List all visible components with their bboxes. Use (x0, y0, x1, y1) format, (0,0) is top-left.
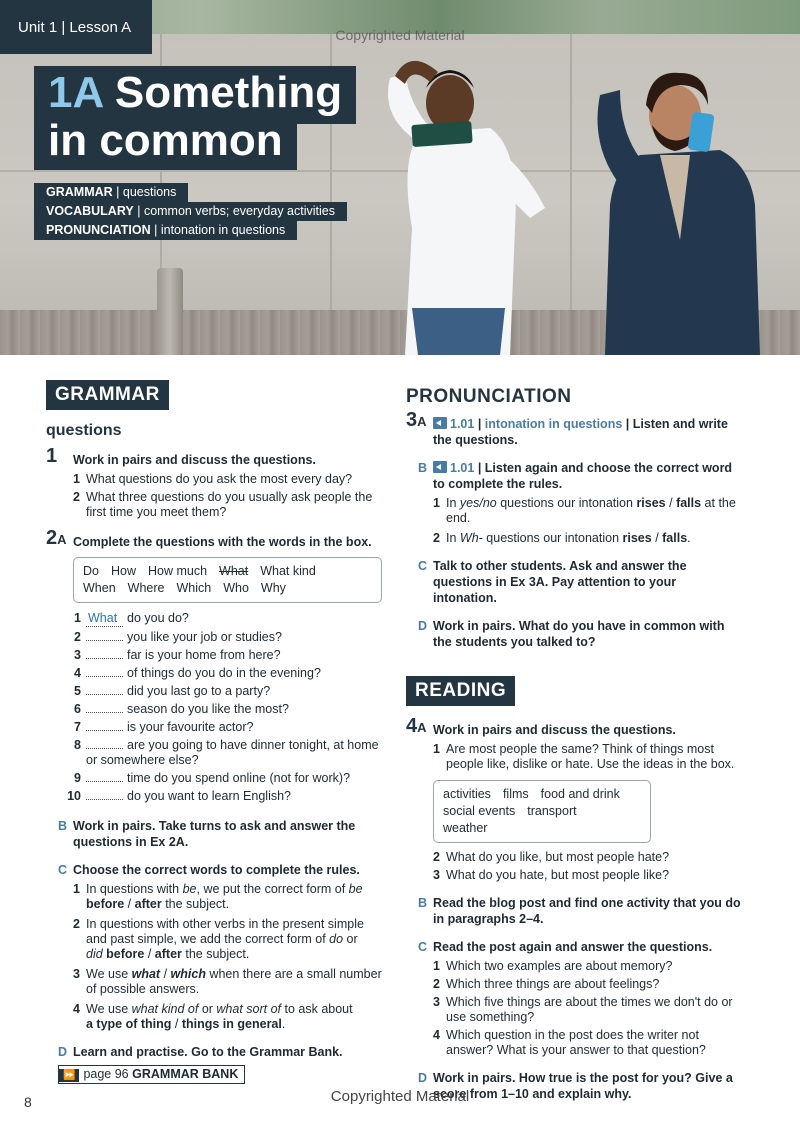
audio-icon[interactable] (433, 417, 447, 429)
bollard (157, 268, 183, 355)
exercise-2c: C Choose the correct words to complete the rules. 1 In questions with be, we put the correct form of be before / after the subject. 2 In questions with other verbs in the present simple and past simple, we add the correct form of do or did before / after the subject. 3 We use what / which when there are a small number of possible answers. 4 We use what kind of or what sort of to ask about a type of thing / things in general. (58, 863, 382, 1031)
exercise-3a: 3A 1.01 | intonation in questions | Listen and write the questions. (406, 409, 728, 447)
choice[interactable]: which (170, 967, 206, 981)
choice[interactable]: falls (676, 496, 702, 510)
gap-question[interactable]: 7 is your favourite actor? (74, 720, 254, 734)
list-item: 3 What do you hate, but most people like? (433, 868, 670, 882)
word-box: activities films food and drink social events transportweather (433, 780, 651, 843)
reading-heading: READING (406, 676, 515, 706)
person-with-tablet (350, 48, 560, 355)
choice[interactable]: things in general (181, 1017, 282, 1031)
choice[interactable]: after (134, 897, 162, 911)
choice[interactable]: what (131, 967, 161, 981)
list-item: 1 Which two examples are about memory? (433, 959, 673, 973)
audio-icon[interactable] (433, 461, 447, 473)
topic-pronunciation: PRONUNCIATION | intonation in questions (34, 221, 297, 240)
list-item: 3 Which five things are about the times we don't do or use something? (433, 995, 733, 1024)
choice[interactable]: rises (636, 496, 666, 510)
rule-item: 2 In questions with other verbs in the present simple and past simple, we add the correct form of do or did before / after the subject. (73, 917, 364, 961)
lesson-code: 1A (48, 68, 103, 117)
choice[interactable]: falls (662, 531, 688, 545)
copyright-watermark: Copyrighted Material (335, 27, 465, 43)
gap-question[interactable]: 5 did you last go to a party? (74, 684, 271, 698)
rule-item: 2 In Wh- questions our intonation rises / falls. (433, 531, 691, 545)
title-line2: in common (48, 116, 283, 165)
gap-question[interactable]: 10 do you want to learn English? (67, 789, 291, 803)
fast-forward-icon: ⏩ (59, 1069, 79, 1082)
choice[interactable]: before (106, 947, 145, 961)
grammar-column (46, 380, 382, 1084)
list-item: 2 What do you like, but most people hate? (433, 850, 670, 864)
word-box: Do How How much What What kind When Where Which Who Why (73, 557, 382, 603)
choice[interactable]: a type of thing (86, 1017, 172, 1031)
exercise-2a: 2A Complete the questions with the words in the box. Do How How much What What kind When Where Which Who Why 1 What do you do? 2 you like your job or studies? 3 far is your home from here? 4 of things do you do in the evening? 5 did you last go to a party? 6 season do you like the most? 7 is your favourite actor? 8 are you going to have dinner tonight, at home or somewhere else? 9 time do you spend online (not for work)? 10 do you want to learn English? (46, 534, 382, 804)
exercise-1: 1 Work in pairs and discuss the questions. 1 What questions do you ask the most every day? 2 What three questions do you usually ask people the first time you meet them? (46, 452, 382, 520)
exercise-4d: D Work in pairs. How true is the post for you? Give a score from 1–10 and explain why. (418, 1071, 733, 1101)
list-item: 4 Which question in the post does the writer not answer? What is your answer to that question? (433, 1028, 706, 1057)
choice[interactable]: before (86, 897, 125, 911)
list-item: 1 What questions do you ask the most every day? (73, 472, 353, 486)
title-line1: Something (114, 68, 343, 117)
gap-question[interactable]: 3 far is your home from here? (74, 648, 281, 662)
grammar-bank-link[interactable]: ⏩ page 96 GRAMMAR BANK (58, 1065, 245, 1084)
copyright-watermark: Copyrighted Material (330, 1088, 470, 1105)
exercise-2d: D Learn and practise. Go to the Grammar Bank. (58, 1045, 343, 1059)
topic-vocabulary: VOCABULARY | common verbs; everyday activities (34, 202, 347, 221)
lesson-title-line2-box (34, 118, 297, 170)
list-item: 2 Which three things are about feelings? (433, 977, 660, 991)
choice[interactable]: after (154, 947, 182, 961)
exercise-3d: D Work in pairs. What do you have in common with the students you talked to? (418, 619, 725, 649)
choice[interactable]: rises (622, 531, 652, 545)
gap-question[interactable]: 9 time do you spend online (not for work)? (74, 771, 351, 785)
gap-question[interactable]: 2 you like your job or studies? (74, 630, 282, 644)
exercise-4c: C Read the post again and answer the questions. 1 Which two examples are about memory? 2 Which three things are about feelings? 3 Which five things are about the times we don't do or use something? 4 Which question in the post does the writer not answer? What is your answer to that question? (406, 939, 742, 1058)
grammar-heading: GRAMMAR (46, 380, 169, 410)
exercise-3c: C Talk to other students. Ask and answer the questions in Ex 3A. Pay attention to your intonation. (418, 559, 687, 605)
list-item: 1 Are most people the same? Think of things most people like, dislike or hate. Use the ideas in the box. (433, 742, 735, 771)
exercise-4a: 4A Work in pairs and discuss the questions. 1 Are most people the same? Think of things most people like, dislike or hate. Use the ideas in the box. activities films food and drink social events transportweather 2 What do you like, but most people hate? 3 What do you hate, but most people like? (406, 722, 742, 883)
rule-item: 1 In questions with be, we put the correct form of be before / after the subject. (73, 882, 363, 911)
wall-seam (570, 34, 572, 310)
rule-item: 1 In yes/no questions our intonation rises / falls at the end. (433, 496, 736, 525)
rule-item: 4 We use what kind of or what sort of to ask about a type of thing / things in general. (73, 1002, 353, 1031)
gap-question[interactable]: 6 season do you like the most? (74, 702, 289, 716)
exercise-2b: B Work in pairs. Take turns to ask and answer the questions in Ex 2A. (58, 819, 356, 849)
unit-lesson-tab: Unit 1 | Lesson A (0, 0, 152, 54)
example-answer: What (86, 611, 123, 627)
gap-question[interactable]: 1 What do you do? (74, 611, 189, 625)
grammar-subheading: questions (46, 422, 122, 439)
gap-question[interactable]: 8 are you going to have dinner tonight, at home or somewhere else? (74, 738, 379, 767)
gap-question[interactable]: 4 of things do you do in the evening? (74, 666, 321, 680)
exercise-4b: B Read the blog post and find one activity that you do in paragraphs 2–4. (418, 896, 741, 926)
list-item: 2 What three questions do you usually ask people the first time you meet them? (73, 490, 373, 519)
pronunciation-heading: PRONUNCIATION (406, 386, 572, 407)
page-number: 8 (24, 1094, 32, 1110)
exercise-3b: B 1.01 | Listen again and choose the correct word to complete the rules. 1 In yes/no questions our intonation rises / falls at the end. 2 In Wh- questions our intonation rises / falls. (406, 460, 742, 546)
pronunciation-reading-column (406, 386, 742, 1102)
rule-item: 3 We use what / which when there are a small number of possible answers. (73, 967, 382, 996)
topic-grammar: GRAMMAR | questions (34, 183, 188, 202)
person-with-phone (590, 55, 770, 355)
